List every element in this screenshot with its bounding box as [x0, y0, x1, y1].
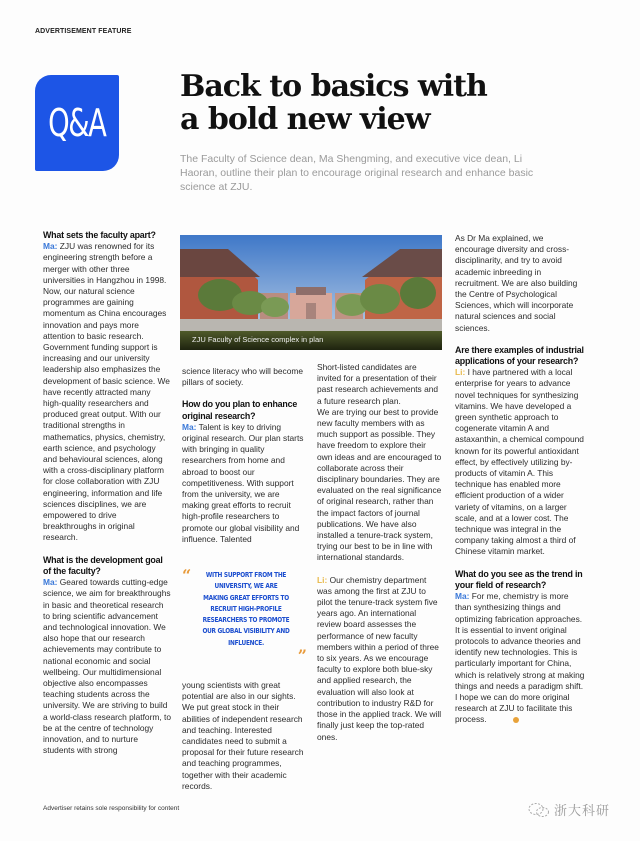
- answer-text: ZJU was renowned for its engineering strength before a merger with other three universities in Hangzhou in 1998. Now, our natural science programmes are gaining momentum as China encourages innovation and pays more attention to basic research. Government funding support is increasing and our university leadership also emphasizes the development of basic science. We have recently attracted many high-quality researchers and produced great output. With our traditional strengths in mathematics, physics, chemistry, earth science, and psychology and behavioural sciences, along with a cross-disciplinary platform for close collaboration with ZJU engineering, information and life sciences disciplines, we are empowered to drive breakthroughs in original research.: [43, 241, 170, 543]
- title-line-2: a bold new view: [180, 102, 430, 137]
- answer-text: Geared towards cutting-edge science, we aim for breakthroughs in basic and theoretical research to bring scientific advancement and technological innovation. We also hope that our research achievements may contribute to national economic and social wellbeing. Our multidimensional objective also encompasses teaching students across the university. We are striving to build a world-class research platform, to be at the centre of technology innovation, and to nurture students with strong: [43, 577, 171, 756]
- speaker-label-ma: Ma:: [43, 577, 58, 588]
- qa-badge: [35, 75, 119, 171]
- column-3: [317, 362, 442, 743]
- answer-paragraph: [455, 367, 585, 557]
- speaker-label-li: Li:: [455, 367, 466, 378]
- wechat-logo-icon: [528, 802, 550, 818]
- question-heading: How do you plan to enhance original research?: [182, 399, 298, 421]
- tree: [261, 297, 289, 317]
- question-heading: Are there examples of industrial applications of your research?: [455, 344, 584, 367]
- disclaimer: Advertiser retains sole responsibility for content: [43, 805, 180, 812]
- speaker-label-ma: Ma:: [182, 421, 197, 432]
- answer-paragraph: We are trying our best to provide new faculty members with as much support as possible. They have freedom to explore their own ideas and are encouraged to collaborate across their disciplinary boundaries. They are evaluated on the real significance of original research, rather than the impact factors of journal publications. We have also installed a tenure-track system, trying our best to be in line with international standards.: [317, 406, 442, 563]
- tree: [400, 277, 436, 309]
- pull-quote: [182, 568, 307, 668]
- article-title: [180, 70, 600, 136]
- answer-paragraph: [43, 241, 171, 543]
- answer-paragraph: science literacy who will become pillars of society.: [182, 366, 304, 388]
- question-heading: What is the development goal of the faculty?: [43, 554, 163, 576]
- close-quote-icon: ”: [297, 646, 307, 665]
- qa-badge-label: Q&A: [48, 101, 106, 145]
- campus-photo: [180, 235, 442, 350]
- open-quote-icon: “: [182, 566, 192, 585]
- question-heading: What sets the faculty apart?: [43, 230, 156, 240]
- photo-caption: ZJU Faculty of Science complex in plan: [192, 335, 324, 344]
- pull-quote-text: WITH SUPPORT FROM THE UNIVERSITY, WE ARE MAKING GREAT EFFORTS TO RECRUIT HIGH-PROFILE RESEARCHERS TO PROMOTE OUR GLOBAL VISIBILITY AND INFLUENCE.: [202, 571, 290, 647]
- speaker-label-ma: Ma:: [43, 241, 58, 252]
- answer-paragraph: [317, 575, 442, 743]
- column-1: [43, 230, 171, 756]
- column-2: [182, 366, 307, 545]
- speaker-label-li: Li:: [317, 574, 328, 585]
- section-kicker: ADVERTISEMENT FEATURE: [35, 28, 132, 35]
- campus-illustration: [180, 235, 442, 350]
- end-mark-icon: [513, 717, 519, 723]
- answer-paragraph: Short-listed candidates are invited for a presentation of their past research achievements and a future research plan.: [317, 362, 439, 406]
- watermark: [528, 800, 610, 819]
- answer-text: I have partnered with a local enterprise for years to advance novel techniques for synthesizing vitamins. We have developed a green synthetic approach to cogenerate vitamin A and astaxanthin, a chemical compound known for its powerful antioxidant effect, by effectively utilizing by-products of vitamin A. This technique has enabled more efficient production of a wider variety of vitamins, on a larger scale, and at a lower cost. The technique was integral in the company taking almost a third of Chinese vitamin market.: [455, 367, 584, 557]
- answer-text: Our chemistry department was among the first at ZJU to pilot the tenure-track system five years ago. An international review board assesses the performance of new faculty members within a period of three to six years. As we encourage faculty to explore both blue-sky and applied research, the evaluation will also look at contribution to industry R&D for those in the applied track. We will finally just keep the top-rated ones.: [317, 574, 442, 742]
- answer-paragraph: young scientists with great potential are also in our sights. We put great stock in their abilities of independent research and teaching. Interested candidates need to submit a proposal for their future research and teaching programmes, together with their academic records.: [182, 680, 304, 791]
- answer-text: Talent is key to driving original research. Our plan starts with bringing in quality researchers from home and abroad to boost our competitiveness. With support from the university, we are making great efforts to recruit high-profile researchers to promote our global visibility and influence. Talented: [182, 421, 304, 544]
- answer-paragraph: [43, 577, 171, 756]
- answer-paragraph: [182, 422, 307, 545]
- answer-paragraph: [455, 591, 585, 725]
- question-heading: What do you see as the trend in your field of research?: [455, 568, 583, 590]
- speaker-label-ma: Ma:: [455, 591, 470, 602]
- title-line-1: Back to basics with: [180, 69, 487, 104]
- tree: [360, 284, 400, 314]
- standfirst: The Faculty of Science dean, Ma Shengming, and executive vice dean, Li Haoran, outline their plan to encourage original research and enhance basic science at ZJU.: [180, 153, 534, 193]
- answer-text: For me, chemistry is more than synthesizing things and optimizing fabrication approaches. It is essential to invent original protocols to advance theories and identify new technologies. This is particularly important for China, which is relatively strong at making things and needs a paradigm shift. I hope we can do more original research at ZJU to facilitate this process.: [455, 591, 585, 725]
- column-4: [455, 233, 585, 726]
- column-2-continued: [182, 680, 307, 792]
- answer-paragraph: As Dr Ma explained, we encourage diversity and cross-disciplinarity, and try to avoid academic inbreeding in recruitment. We are also building the Centre of Psychological Sciences, which will incorporate natural sciences and social sciences.: [455, 233, 578, 333]
- watermark-text: 浙大科研: [554, 804, 611, 819]
